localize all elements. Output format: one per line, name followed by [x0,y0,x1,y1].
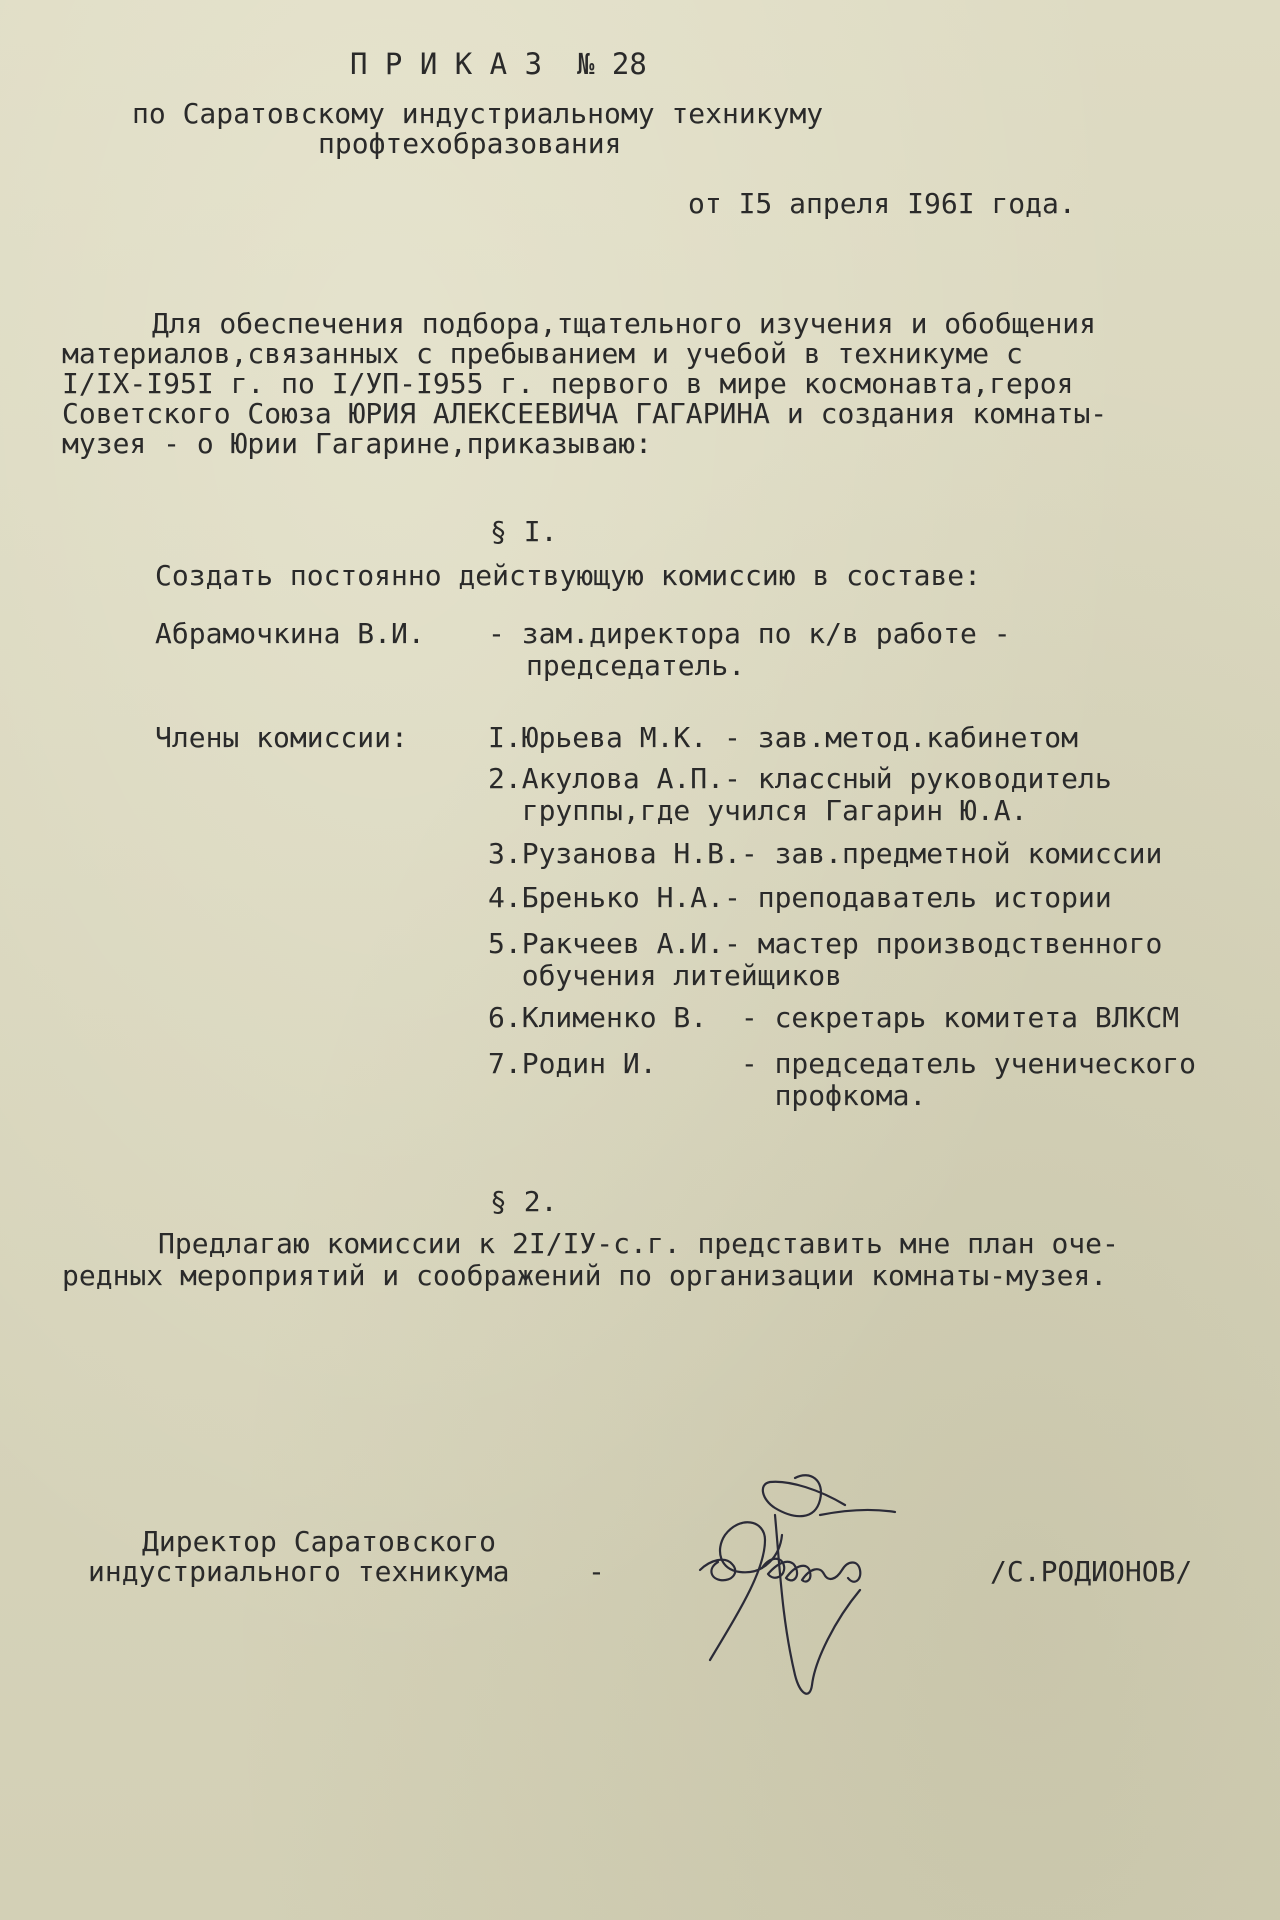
member-item-continued: обучения литейщиков [488,959,843,992]
section-1-intro: Создать постоянно действующую комиссию в составе: [155,559,982,592]
preamble-line: материалов,связанных с пребыванием и учебой в техникуме с [62,337,1023,370]
preamble-line: Советского Союза ЮРИЯ АЛЕКСЕЕВИЧА ГАГАРИНА и создания комнаты- [62,397,1108,430]
member-item: 5.Ракчеев А.И.- мастер производственного [488,927,1163,960]
director-position-line-2: индустриального техникума [88,1555,510,1588]
organization-line-2: профтехобразования [318,127,622,160]
member-item: 3.Рузанова Н.В.- зав.предметной комиссии [488,837,1163,870]
section-2-line: редных мероприятий и соображений по организации комнаты-музея. [62,1259,1108,1292]
member-item: 7.Родин И. - председатель ученического [488,1047,1197,1080]
member-item: 6.Клименко В. - секретарь комитета ВЛКСМ [488,1001,1180,1034]
preamble-line: Для обеспечения подбора,тщательного изучения и обобщения [152,307,1097,340]
chair-role: - зам.директора по к/в работе - [488,617,1011,650]
member-item: 2.Акулова А.П.- классный руководитель [488,762,1112,795]
order-date: от I5 апреля I96I года. [688,187,1076,220]
section-2-line: Предлагаю комиссии к 2I/IУ-с.г. представить мне план оче- [158,1227,1119,1260]
chair-role: председатель. [526,649,746,682]
members-label: Члены комиссии: [155,721,408,754]
handwritten-signature [670,1460,930,1720]
member-item: 4.Бренько Н.А.- преподаватель истории [488,881,1112,914]
section-1-heading: § I. [490,515,558,548]
preamble-line: музея - о Юрии Гагарине,приказываю: [62,427,653,460]
member-item-continued: профкома. [488,1079,927,1112]
member-item: I.Юрьева М.К. - зав.метод.кабинетом [488,721,1079,754]
order-title: П Р И К А З № 28 [350,47,647,81]
organization-line-1: по Саратовскому индустриальному техникуму [132,97,824,130]
signature-dash: - [588,1555,605,1588]
director-position-line-1: Директор Саратовского [142,1525,497,1558]
signatory-name: /С.РОДИОНОВ/ [990,1555,1193,1588]
section-2-heading: § 2. [490,1185,558,1218]
preamble-line: I/IX-I95I г. по I/УП-I955 г. первого в мире космонавта,героя [62,367,1074,400]
chair-name: Абрамочкина В.И. [155,617,425,650]
member-item-continued: группы,где учился Гагарин Ю.А. [488,794,1028,827]
